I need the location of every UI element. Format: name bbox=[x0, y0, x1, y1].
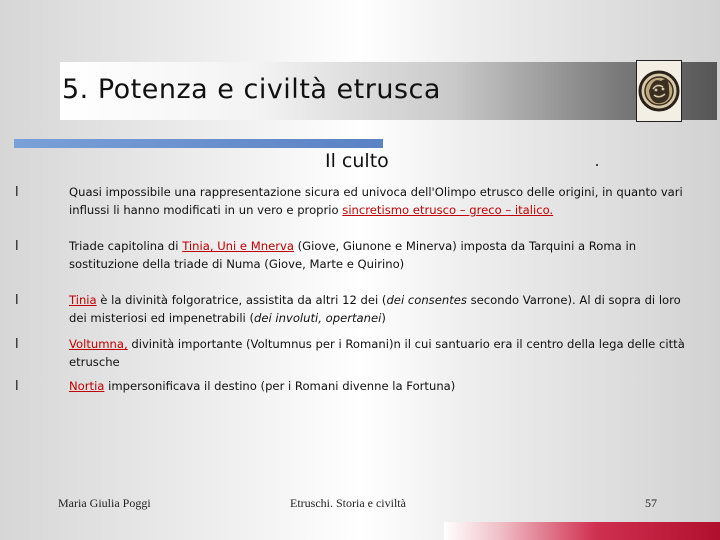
decorative-dot bbox=[596, 164, 598, 166]
bullet-text: divinità importante (Voltumnus per i Romani)n il cui santuario era il centro della lega delle città etrusche bbox=[69, 337, 685, 369]
bullet-text: Triade capitolina di bbox=[69, 239, 183, 253]
bullet-text: Nortia bbox=[69, 379, 105, 393]
bullet-item bbox=[69, 237, 699, 273]
bullet-text: Tinia, Uni e Mnerva bbox=[182, 239, 294, 253]
bullet-text: secondo Varrone). Al di sopra di loro dei misteriosi ed impenetrabili ( bbox=[69, 293, 681, 325]
bullet-marker: l bbox=[15, 185, 19, 200]
bullet-text: Voltumna, bbox=[69, 337, 128, 351]
bullet-marker: l bbox=[15, 337, 19, 352]
bullet-text: dei consentes bbox=[386, 293, 467, 307]
slide-subtitle: Il culto bbox=[325, 150, 389, 172]
bullet-text: è la divinità folgoratrice, assistita da altri 12 dei ( bbox=[96, 293, 387, 307]
page-number: 57 bbox=[645, 496, 657, 510]
bullet-text: sincretismo etrusco – greco – italico. bbox=[342, 203, 554, 217]
bullet-item bbox=[69, 377, 699, 395]
bullet-marker: l bbox=[15, 239, 19, 254]
slide-title: 5. Potenza e civiltà etrusca bbox=[62, 74, 441, 105]
corner-decoration bbox=[444, 522, 720, 540]
bullet-text: dei involuti, opertanei bbox=[253, 311, 382, 325]
bullet-item bbox=[69, 291, 699, 327]
bullet-marker: l bbox=[15, 379, 19, 394]
footer-course: Etruschi. Storia e civiltà bbox=[290, 496, 406, 510]
etruscan-medallion-icon bbox=[636, 60, 682, 122]
bullet-marker: l bbox=[15, 293, 19, 308]
bullet-text: impersonificava il destino (per i Romani divenne la Fortuna) bbox=[104, 379, 456, 393]
bullet-item bbox=[69, 335, 699, 371]
bullet-item bbox=[69, 183, 699, 219]
bullet-text: ) bbox=[381, 311, 386, 325]
title-underline bbox=[14, 139, 383, 148]
bullet-text: Tinia bbox=[69, 293, 97, 307]
footer-author: Maria Giulia Poggi bbox=[58, 496, 151, 510]
bullet-text: (Giove, Giunone e Minerva) imposta da Tarquini a Roma in sostituzione della triade di Numa (Giove, Marte e Quirino) bbox=[69, 239, 637, 271]
bullet-text: Quasi impossibile una rappresentazione sicura ed univoca dell'Olimpo etrusco delle origini, in quanto vari influssi li hanno modificati in un vero e proprio bbox=[69, 185, 683, 217]
